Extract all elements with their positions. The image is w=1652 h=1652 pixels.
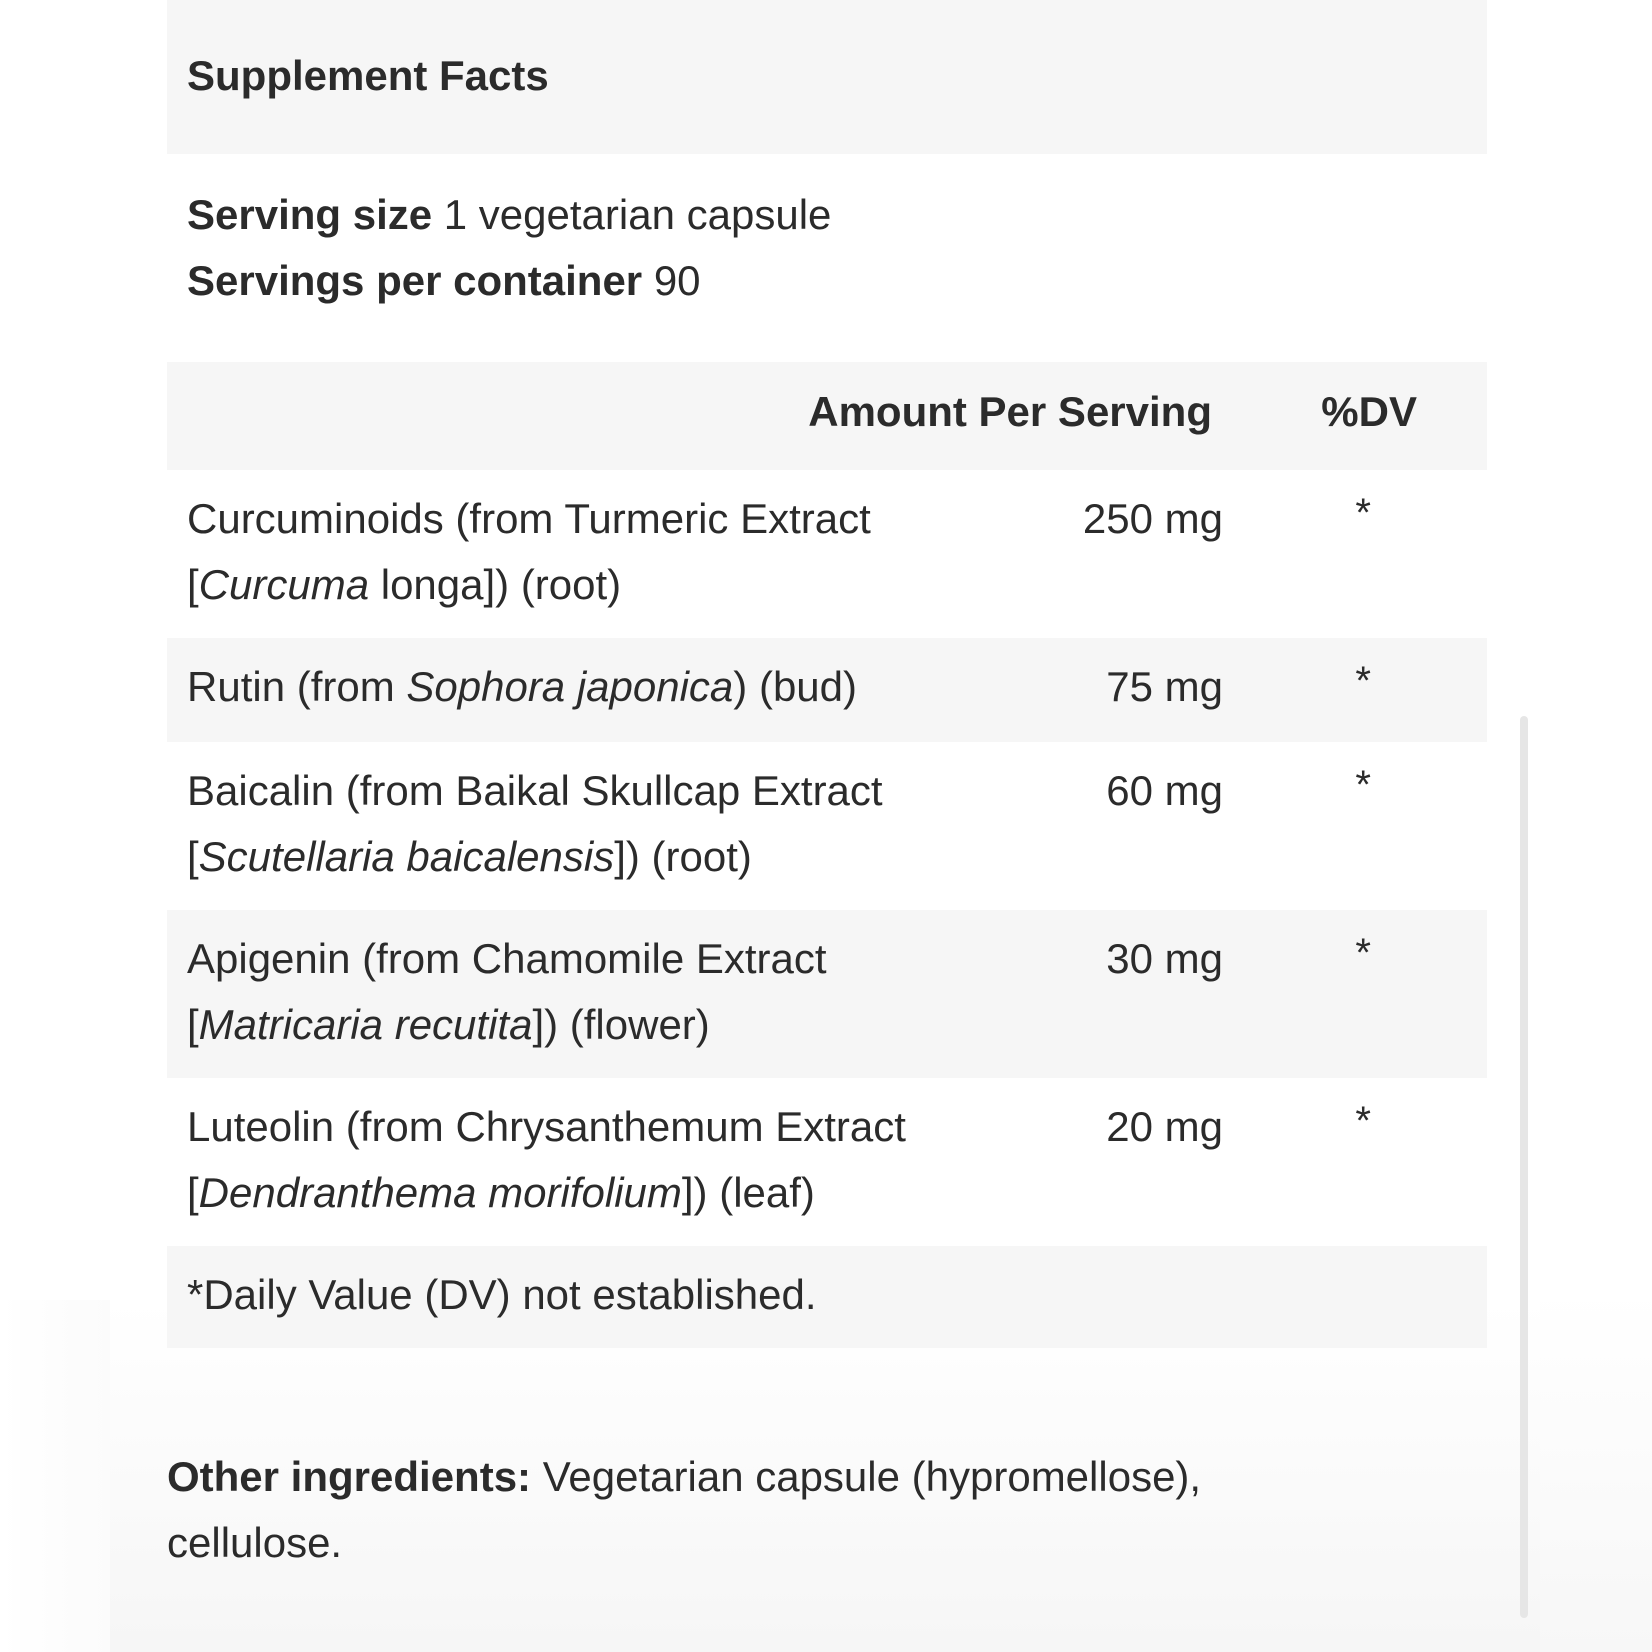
table-row — [167, 638, 1487, 742]
ingredient-name: Rutin (from Sophora japonica) (bud) — [187, 663, 857, 710]
scrollbar[interactable] — [1520, 716, 1528, 1618]
serving-size-label: Serving size — [187, 191, 433, 238]
serving-size-value: 1 vegetarian capsule — [443, 191, 832, 238]
ingredient-dv: * — [1355, 659, 1371, 703]
table-row — [167, 910, 1487, 1078]
table-row — [167, 1078, 1487, 1246]
other-ingredients-label: Other ingredients: — [167, 1453, 532, 1500]
other-ingredients — [167, 1444, 1367, 1576]
servings-per-container-value: 90 — [653, 257, 701, 304]
background-shade — [0, 1300, 110, 1652]
table-header — [167, 362, 1487, 470]
ingredient-name: Curcuminoids (from Turmeric Extract [Curcuma longa]) (root) — [187, 495, 871, 608]
ingredient-name: Baicalin (from Baikal Skullcap Extract [Scutellaria baicalensis]) (root) — [187, 767, 883, 880]
ingredient-dv: * — [1355, 491, 1371, 535]
servings-per-container-label: Servings per container — [187, 257, 643, 304]
facts-title: Supplement Facts — [187, 52, 549, 99]
ingredient-amount: 250 mg — [1082, 495, 1223, 542]
serving-info — [167, 154, 1487, 362]
ingredient-dv: * — [1355, 1099, 1371, 1143]
header-amount: Amount Per Serving — [808, 388, 1212, 435]
dv-footnote: *Daily Value (DV) not established. — [167, 1246, 1487, 1348]
table-row — [167, 470, 1487, 638]
ingredient-amount: 30 mg — [1106, 935, 1223, 982]
ingredient-amount: 75 mg — [1106, 663, 1223, 710]
ingredient-name: Apigenin (from Chamomile Extract [Matricaria recutita]) (flower) — [187, 935, 827, 1048]
ingredient-dv: * — [1355, 763, 1371, 807]
ingredient-amount: 20 mg — [1106, 1103, 1223, 1150]
table-row — [167, 742, 1487, 910]
ingredient-amount: 60 mg — [1106, 767, 1223, 814]
facts-title-box — [167, 0, 1487, 154]
header-dv: %DV — [1321, 388, 1417, 435]
ingredient-name: Luteolin (from Chrysanthemum Extract [Dendranthema morifolium]) (leaf) — [187, 1103, 906, 1216]
serving-size-line — [187, 182, 1487, 248]
servings-per-container-line — [187, 248, 1487, 314]
supplement-facts-panel — [167, 0, 1487, 1348]
other-ingredients-text: Vegetarian capsule (hypromellose), cellulose. — [167, 1453, 1202, 1566]
ingredient-dv: * — [1355, 931, 1371, 975]
